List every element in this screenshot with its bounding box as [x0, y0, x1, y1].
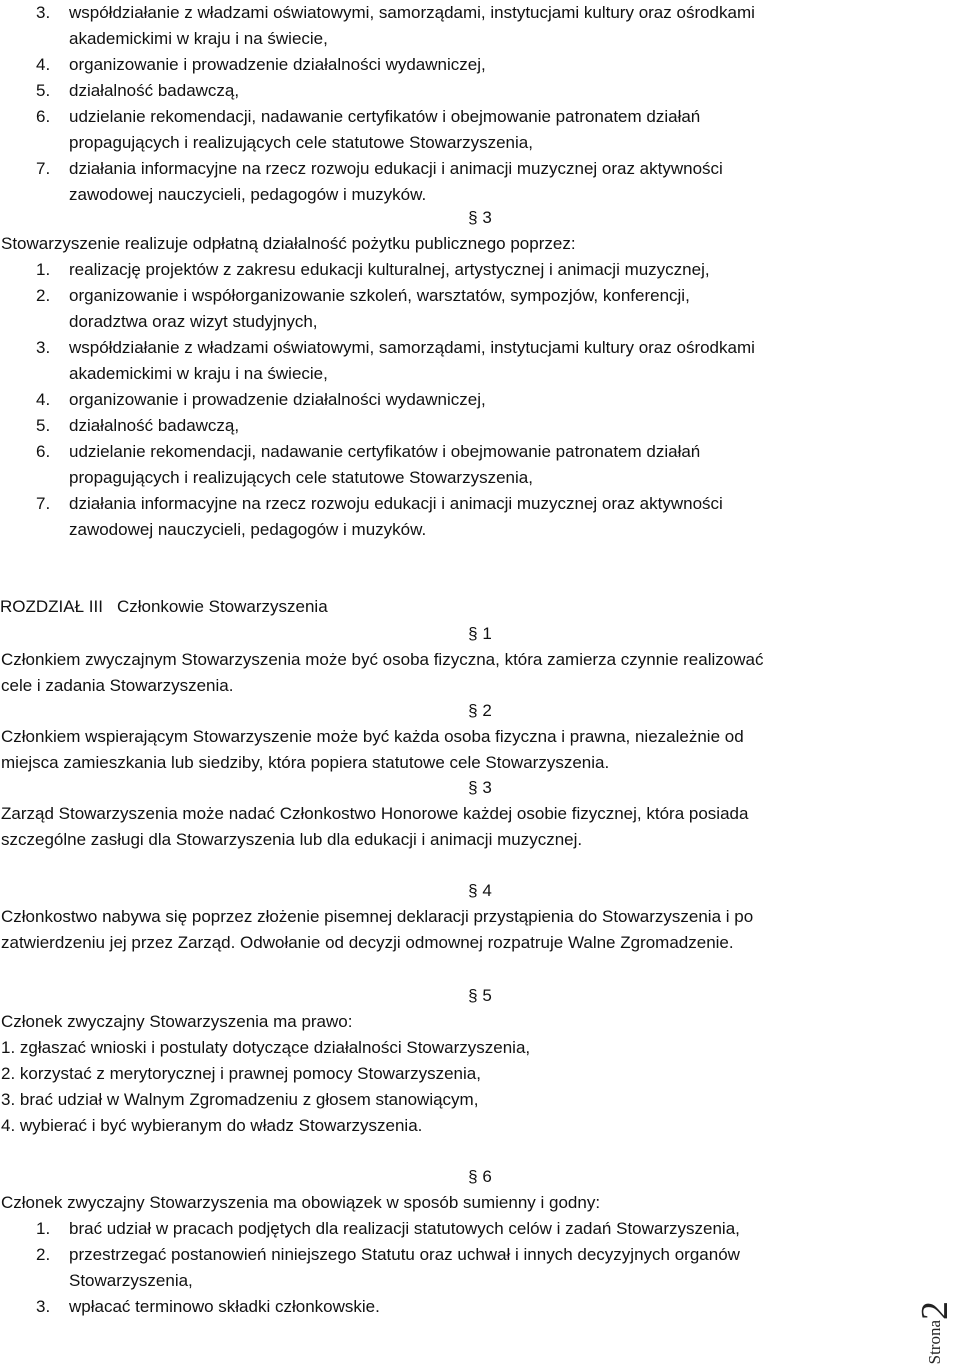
section-intro: Stowarzyszenie realizuje odpłatną działalność pożytku publicznego poprzez:: [1, 234, 576, 253]
list-item: [0, 1294, 960, 1320]
paragraph-sign: § 4: [468, 881, 492, 900]
page-label: Strona: [925, 1319, 944, 1364]
chapter-heading: [0, 594, 960, 620]
item-number: 5.: [36, 81, 51, 100]
list-item: [0, 52, 960, 78]
list-item: [0, 491, 960, 543]
item-text-cont: akademickimi w kraju i na świecie,: [69, 29, 328, 48]
list-item: [0, 0, 960, 52]
list-item: 3. brać udział w Walnym Zgromadzeniu z głosem stanowiącym,: [1, 1090, 479, 1109]
list-item: [0, 1216, 960, 1242]
paragraph-6: [0, 1164, 960, 1320]
paragraph-1: [0, 621, 960, 699]
item-text: organizowanie i współorganizowanie szkoleń, warsztatów, sympozjów, konferencji,: [69, 286, 690, 305]
paragraph-sign: § 1: [468, 624, 492, 643]
item-text: współdziałanie z władzami oświatowymi, samorządami, instytucjami kultury oraz ośrodkami: [69, 3, 755, 22]
item-text: działalność badawczą,: [69, 81, 240, 100]
list-item: 1. zgłaszać wnioski i postulaty dotyczące działalności Stowarzyszenia,: [1, 1038, 531, 1057]
paragraph-4: [0, 878, 960, 956]
item-text-cont: propagujących i realizujących cele statutowe Stowarzyszenia,: [69, 133, 533, 152]
item-text: udzielanie rekomendacji, nadawanie certyfikatów i obejmowanie patronatem działań: [69, 107, 701, 126]
item-number: 3.: [36, 3, 51, 22]
paragraph-line: Członkiem wspierającym Stowarzyszenie może być każda osoba fizyczna i prawna, niezależnie od: [1, 727, 744, 746]
paragraph-2: [0, 698, 960, 776]
paragraph-line: cele i zadania Stowarzyszenia.: [1, 676, 234, 695]
item-text: przestrzegać postanowień niniejszego Statutu oraz uchwał i innych decyzyjnych organów: [69, 1245, 740, 1264]
chapter-label: ROZDZIAŁ III: [0, 597, 103, 616]
paragraph-line: szczególne zasługi dla Stowarzyszenia lub dla edukacji i animacji muzycznej.: [1, 830, 583, 849]
item-number: 4.: [36, 55, 51, 74]
item-number: 7.: [36, 494, 51, 513]
item-text: współdziałanie z władzami oświatowymi, samorządami, instytucjami kultury oraz ośrodkami: [69, 338, 755, 357]
paragraph-line: Członkostwo nabywa się poprzez złożenie pisemnej deklaracji przystąpienia do Stowarzyszenia i po: [1, 907, 754, 926]
item-number: 6.: [36, 442, 51, 461]
page-number-footer: [916, 1301, 954, 1364]
paragraph-3: [0, 775, 960, 853]
item-text: działania informacyjne na rzecz rozwoju edukacji i animacji muzycznej oraz aktywności: [69, 494, 723, 513]
item-number: 5.: [36, 416, 51, 435]
item-number: 6.: [36, 107, 51, 126]
item-number: 4.: [36, 390, 51, 409]
paragraph-5: [0, 983, 960, 1139]
item-text-cont: zawodowej nauczycieli, pedagogów i muzyków.: [69, 185, 427, 204]
paragraph-sign: § 3: [468, 208, 492, 227]
paragraph-line: zatwierdzeniu jej przez Zarząd. Odwołanie od decyzji odmownej rozpatruje Walne Zgromadzenie.: [1, 933, 734, 952]
item-text: udzielanie rekomendacji, nadawanie certyfikatów i obejmowanie patronatem działań: [69, 442, 701, 461]
list-item: [0, 156, 960, 208]
item-text-cont: propagujących i realizujących cele statutowe Stowarzyszenia,: [69, 468, 533, 487]
paragraph-line: Członkiem zwyczajnym Stowarzyszenia może być osoba fizyczna, która zamierza czynnie realizować: [1, 650, 764, 669]
item-number: 3.: [36, 1297, 51, 1316]
item-text: wpłacać terminowo składki członkowskie.: [69, 1297, 380, 1316]
item-text: działania informacyjne na rzecz rozwoju edukacji i animacji muzycznej oraz aktywności: [69, 159, 723, 178]
list-item: [0, 335, 960, 387]
item-number: 2.: [36, 286, 51, 305]
item-text: realizację projektów z zakresu edukacji kulturalnej, artystycznej i animacji muzycznej,: [69, 260, 710, 279]
paragraph-line: miejsca zamieszkania lub siedziby, która popiera statutowe cele Stowarzyszenia.: [1, 753, 610, 772]
item-number: 1.: [36, 260, 51, 279]
list-item: [0, 257, 960, 283]
paragraph-sign: § 3: [468, 778, 492, 797]
item-text: brać udział w pracach podjętych dla realizacji statutowych celów i zadań Stowarzyszenia,: [69, 1219, 740, 1238]
list-item: [0, 413, 960, 439]
item-text-cont: akademickimi w kraju i na świecie,: [69, 364, 328, 383]
list-item: 2. korzystać z merytorycznej i prawnej pomocy Stowarzyszenia,: [1, 1064, 481, 1083]
chapter-title: Członkowie Stowarzyszenia: [116, 597, 328, 616]
list-item: 4. wybierać i być wybieranym do władz Stowarzyszenia.: [1, 1116, 423, 1135]
list-item: [0, 283, 960, 335]
list-item: [0, 439, 960, 491]
paragraph-line: Zarząd Stowarzyszenia może nadać Członkostwo Honorowe każdej osobie fizycznej, która posiada: [1, 804, 749, 823]
item-text-cont: Stowarzyszenia,: [69, 1271, 193, 1290]
item-text-cont: zawodowej nauczycieli, pedagogów i muzyków.: [69, 520, 427, 539]
paragraph-sign: § 5: [468, 986, 492, 1005]
item-text: działalność badawczą,: [69, 416, 240, 435]
item-number: 1.: [36, 1219, 51, 1238]
section-3: [0, 205, 960, 543]
paragraph-intro: Członek zwyczajny Stowarzyszenia ma prawo:: [1, 1012, 353, 1031]
item-number: 7.: [36, 159, 51, 178]
top-list: [0, 0, 960, 208]
list-item: [0, 104, 960, 156]
item-text-cont: doradztwa oraz wizyt studyjnych,: [69, 312, 318, 331]
item-number: 3.: [36, 338, 51, 357]
list-item: [0, 1242, 960, 1294]
paragraph-sign: § 2: [468, 701, 492, 720]
list-item: [0, 387, 960, 413]
list-item: [0, 78, 960, 104]
item-number: 2.: [36, 1245, 51, 1264]
paragraph-sign: § 6: [468, 1167, 492, 1186]
item-text: organizowanie i prowadzenie działalności wydawniczej,: [69, 390, 486, 409]
paragraph-intro: Członek zwyczajny Stowarzyszenia ma obowiązek w sposób sumienny i godny:: [1, 1193, 601, 1212]
item-text: organizowanie i prowadzenie działalności wydawniczej,: [69, 55, 486, 74]
page-number: 2: [914, 1300, 956, 1320]
